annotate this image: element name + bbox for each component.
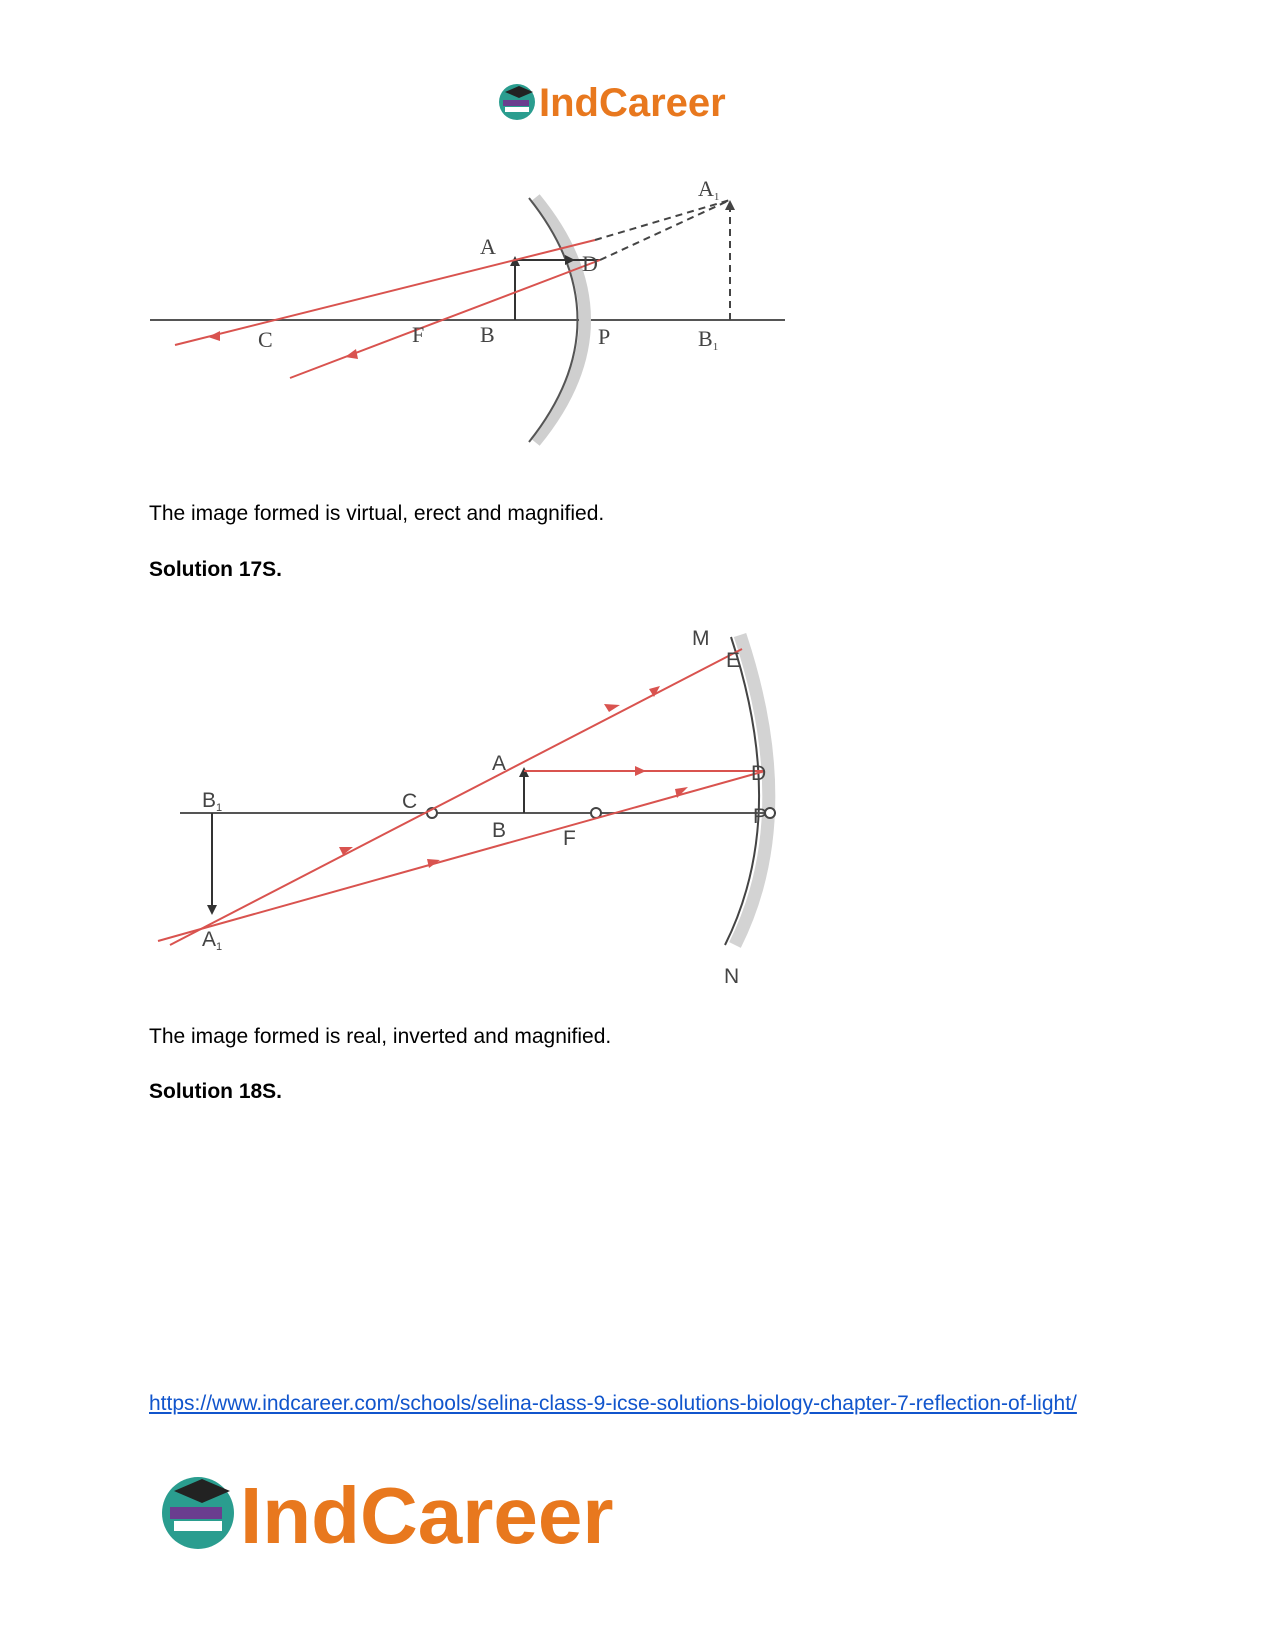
logo-text: IndCareer — [240, 1471, 614, 1560]
heading-solution-18s: Solution 18S. — [149, 1080, 283, 1103]
label-b1: B1 — [698, 326, 719, 353]
label-a: A — [492, 752, 507, 775]
ray-diagram-real-image — [140, 615, 830, 1005]
label-a: A — [480, 234, 496, 259]
caption-virtual-image: The image formed is virtual, erect and magnified. — [149, 502, 605, 525]
mirror-shading — [735, 635, 769, 945]
books-icon — [503, 100, 529, 106]
label-e: E — [726, 649, 741, 672]
label-f: F — [412, 322, 425, 347]
source-url-link[interactable]: https://www.indcareer.com/schools/selina-class-9-icse-solutions-biology-chapter-7-reflection-of-light/ — [149, 1392, 1077, 1415]
reflected-ray-through-f — [158, 771, 768, 941]
heading-solution-17s: Solution 17S. — [149, 558, 283, 581]
indcareer-logo-top — [497, 78, 777, 128]
label-f: F — [563, 827, 576, 850]
label-d: D — [751, 762, 767, 785]
logo-text: IndCareer — [539, 81, 726, 125]
label-n: N — [724, 965, 740, 988]
virtual-extension-1 — [595, 200, 730, 240]
books-icon — [170, 1507, 222, 1519]
caption-real-image: The image formed is real, inverted and magnified. — [149, 1025, 612, 1048]
label-d: D — [582, 251, 598, 276]
label-b1: B1 — [202, 789, 223, 814]
ray-through-c — [170, 649, 742, 945]
label-a1: A1 — [698, 176, 720, 203]
virtual-extension-2 — [600, 200, 730, 260]
label-a1: A1 — [202, 928, 223, 953]
logo-graphic — [497, 78, 777, 128]
ray-diagram-virtual-image — [140, 170, 800, 470]
label-b: B — [492, 819, 507, 842]
reflected-ray-through-c — [175, 240, 595, 345]
label-c: C — [402, 790, 418, 813]
label-p: P — [598, 324, 611, 349]
logo-graphic — [160, 1465, 700, 1560]
label-b: B — [480, 322, 495, 347]
indcareer-logo-bottom — [160, 1465, 700, 1560]
label-m: M — [692, 627, 710, 650]
label-p: P — [753, 805, 768, 828]
label-c: C — [258, 327, 273, 352]
